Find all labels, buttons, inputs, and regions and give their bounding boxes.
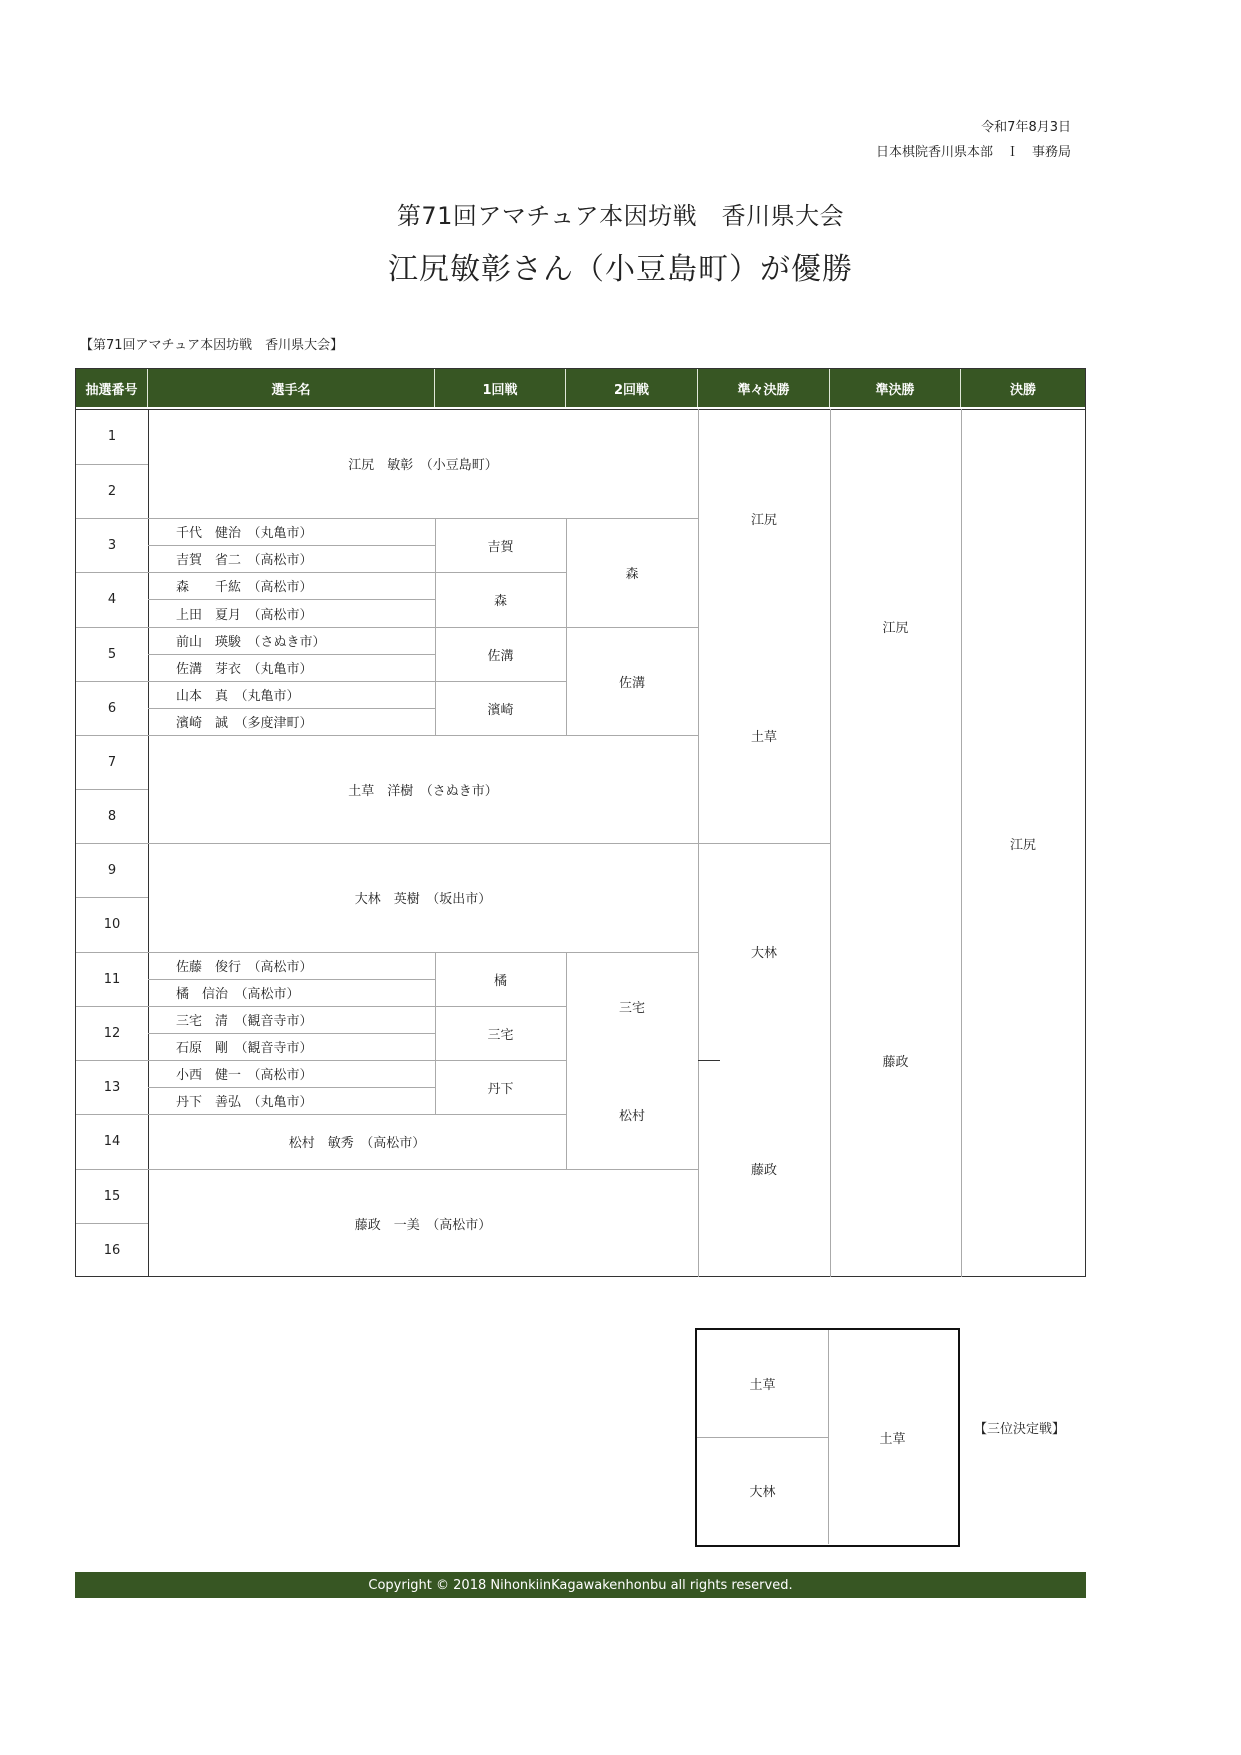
round1-winner: 橘 [493,973,507,989]
draw-number: 15 [103,1188,121,1204]
draw-number: 12 [103,1025,121,1041]
draw-number: 5 [107,646,117,662]
round1-winner: 丹下 [487,1081,514,1097]
quarterfinal-winner: 大林 [750,946,777,961]
round1-winner: 吉賀 [487,539,514,555]
tournament-bracket [75,368,1086,1277]
round2-winner: 三宅 [618,1000,645,1016]
draw-number: 2 [107,483,117,499]
third-place-winner: 土草 [879,1431,906,1447]
date: 令和7年8月3日 [981,120,1071,135]
player-name: 山本 真 （丸亀市） [176,689,300,704]
player-name: 上田 夏月 （高松市） [176,607,313,623]
col-header-round1: 1回戦 [435,369,566,407]
round2-winner: 松村 [618,1109,645,1124]
player-name: 小西 健一 （高松市） [176,1068,313,1083]
draw-number: 14 [103,1134,121,1149]
player-name: 佐藤 俊行 （高松市） [176,960,313,975]
seeded-player: 藤政 一美 （高松市） [354,1217,492,1233]
page-title: 第71回アマチュア本因坊戦 香川県大会 [396,202,845,230]
round1-winner: 佐溝 [487,648,514,664]
col-header-final: 決勝 [961,369,1085,407]
player-name: 千代 健治 （丸亀市） [176,526,313,541]
page-subtitle: 江尻敏彰さん（小豆島町）が優勝 [388,252,853,287]
round1-winner: 森 [493,594,507,609]
draw-number: 11 [103,971,121,987]
player-name: 森 千紘 （高松市） [176,580,313,595]
draw-number: 1 [107,429,117,444]
draw-number: 13 [103,1079,121,1095]
table-caption: 【第71回アマチュア本因坊戦 香川県大会】 [80,338,344,353]
third-place-player: 土草 [749,1378,776,1393]
champion: 江尻 [1009,837,1036,853]
col-header-semifinal: 準決勝 [830,369,961,407]
quarterfinal-winner: 藤政 [750,1163,777,1178]
draw-number: 6 [107,700,117,716]
draw-number: 10 [103,917,121,932]
col-header-quarterfinal: 準々決勝 [698,369,830,407]
player-name: 前山 瑛駿 （さぬき市） [176,635,326,650]
third-place-player: 大林 [749,1485,776,1500]
quarterfinal-winner: 江尻 [750,512,777,528]
draw-number: 9 [107,862,117,878]
semifinal-winner: 藤政 [882,1054,909,1070]
copyright-footer: Copyright © 2018 NihonkiinKagawakenhonbu all rights reserved. [75,1572,1086,1598]
draw-number: 4 [107,592,117,607]
third-place-bracket [695,1328,960,1547]
player-name: 丹下 善弘 （丸亀市） [176,1095,313,1110]
player-name: 石原 剛 （観音寺市） [176,1041,313,1056]
round2-winner: 森 [625,567,639,582]
round2-winner: 佐溝 [618,675,645,691]
player-name: 三宅 清 （観音寺市） [176,1014,313,1029]
player-name: 橘 信治 （高松市） [176,987,300,1002]
draw-number: 3 [107,537,117,553]
round1-winner: 濱崎 [487,702,514,718]
quarterfinal-winner: 土草 [750,729,777,745]
col-header-player: 選手名 [148,369,435,407]
seeded-player: 大林 英樹 （坂出市） [354,892,492,907]
player-name: 佐溝 芽衣 （丸亀市） [176,662,313,677]
round1-winner: 三宅 [487,1027,514,1043]
draw-number: 8 [107,808,117,824]
draw-number: 7 [107,754,117,770]
seeded-player: 松村 敏秀 （高松市） [288,1136,426,1151]
col-header-draw: 抽選番号 [76,369,148,407]
semifinal-winner: 江尻 [882,620,909,636]
player-name: 濱崎 誠 （多度津町） [176,716,313,731]
seeded-player: 土草 洋樹 （さぬき市） [348,783,498,799]
draw-number: 16 [103,1242,121,1258]
third-place-label: 【三位決定戦】 [974,1422,1066,1437]
player-name: 吉賀 省二 （高松市） [176,553,313,568]
seeded-player: 江尻 敏彰 （小豆島町） [348,458,498,473]
organization: 日本棋院香川県本部 Ｉ 事務局 [875,145,1071,160]
col-header-round2: 2回戦 [566,369,698,407]
